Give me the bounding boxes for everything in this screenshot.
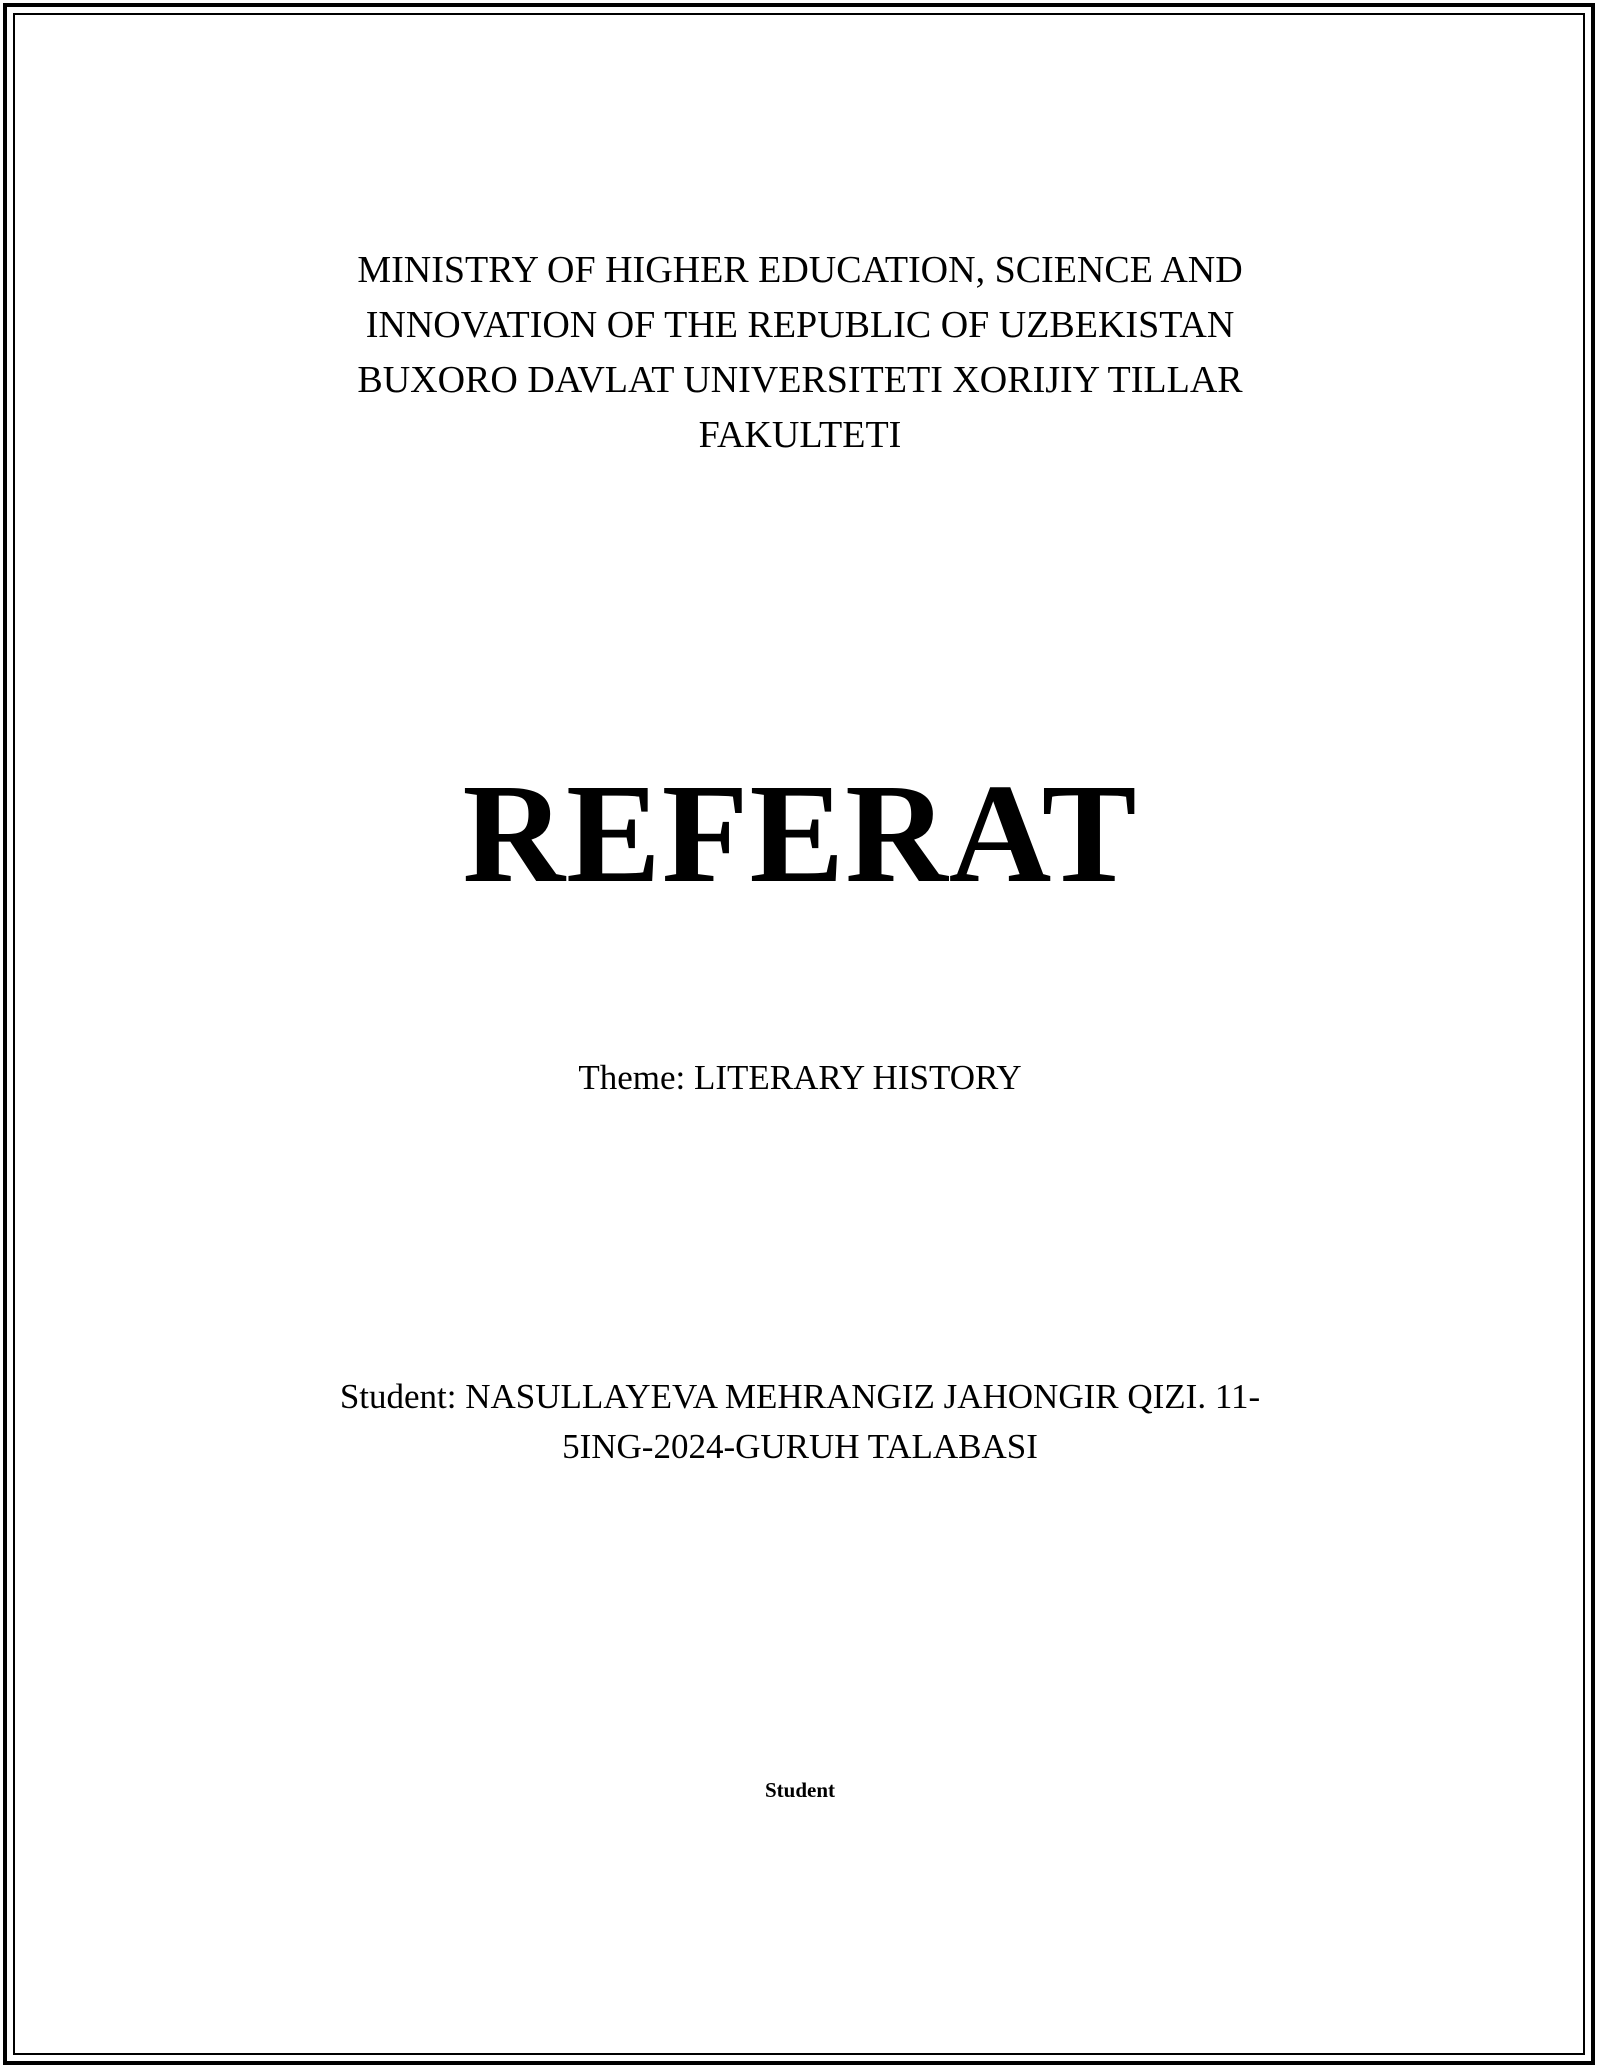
document-title: REFERAT — [462, 754, 1138, 912]
footer-student-label: Student — [764, 1778, 836, 1802]
student-line: 5ING-2024-GURUH TALABASI — [562, 1427, 1038, 1466]
header-line: FAKULTETI — [698, 414, 902, 456]
document-theme: Theme: LITERARY HISTORY — [578, 1058, 1022, 1097]
student-info — [0, 1372, 1600, 1472]
institution-header — [0, 243, 1600, 463]
header-line: MINISTRY OF HIGHER EDUCATION, SCIENCE AND — [357, 249, 1243, 291]
header-line: BUXORO DAVLAT UNIVERSITETI XORIJIY TILLAR — [357, 359, 1243, 401]
student-line: Student: NASULLAYEVA MEHRANGIZ JAHONGIR QIZI. 11- — [339, 1377, 1261, 1416]
header-line: INNOVATION OF THE REPUBLIC OF UZBEKISTAN — [365, 304, 1235, 346]
